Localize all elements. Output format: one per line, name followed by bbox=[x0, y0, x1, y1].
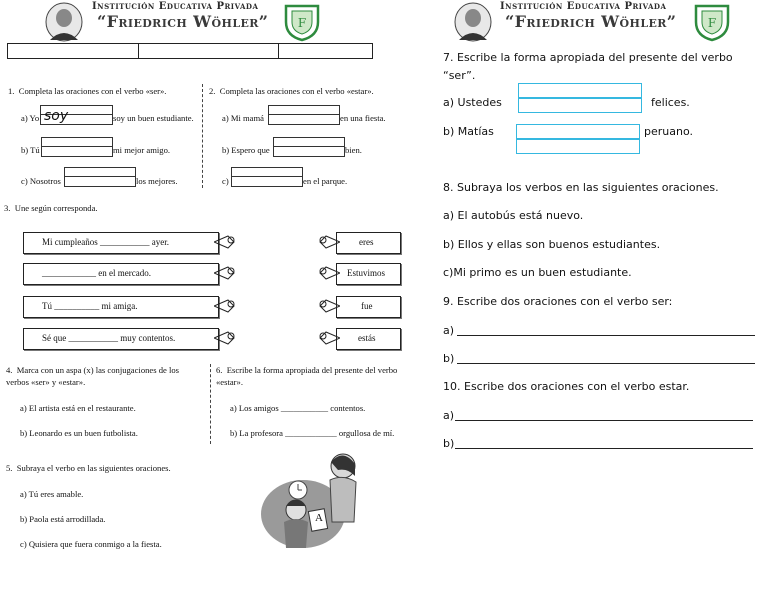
q1-c-suffix: los mejores. bbox=[136, 176, 178, 186]
school-crest-right bbox=[692, 2, 732, 42]
q1-c-prefix: c) Nosotros bbox=[21, 176, 61, 186]
q8-a: a) El autobús está nuevo. bbox=[443, 209, 584, 222]
q2-a-suffix: en una fiesta. bbox=[340, 113, 386, 123]
q7-a-box-bottom[interactable] bbox=[518, 98, 642, 113]
q7-a-prefix: a) Ustedes bbox=[443, 96, 502, 109]
q4-title: 4. Marca con un aspa (x) las conjugaciones de los verbos «ser» y «estar». bbox=[6, 365, 180, 387]
illustration-letter: A bbox=[315, 512, 323, 524]
q1-b-prefix: b) Tú bbox=[21, 145, 40, 155]
q9-b-label: b) bbox=[443, 352, 455, 365]
portrait-left bbox=[44, 2, 84, 42]
q7-title: 7. Escribe la forma apropiada del presente del verbo “ser”. bbox=[443, 51, 733, 82]
q3-right-tag-4[interactable] bbox=[336, 328, 401, 350]
portrait-right bbox=[453, 2, 493, 42]
q9-title: 9. Escribe dos oraciones con el verbo ser: bbox=[443, 295, 673, 308]
q1-c-box[interactable] bbox=[64, 167, 136, 187]
school-name-line2: “Friedrich Wöhler” bbox=[97, 12, 269, 31]
q2-c-box[interactable] bbox=[231, 167, 303, 187]
q4-a: a) El artista está en el restaurante. bbox=[20, 403, 136, 413]
q5-title: 5. Subraya el verbo en las siguientes oraciones. bbox=[6, 463, 171, 473]
q2-c-suffix: en el parque. bbox=[303, 176, 348, 186]
q2-a-prefix: a) Mi mamá bbox=[222, 113, 264, 123]
q1-b-box[interactable] bbox=[41, 137, 113, 157]
q9-b-line[interactable] bbox=[457, 351, 755, 364]
q5-b: b) Paola está arrodillada. bbox=[20, 514, 106, 524]
svg-text:F: F bbox=[707, 16, 717, 30]
q1-a-box[interactable] bbox=[40, 105, 113, 125]
q1-a-suffix: soy un buen estudiante. bbox=[113, 113, 194, 123]
q3-left-tag-3[interactable] bbox=[23, 296, 219, 318]
school-name-line2-right: “Friedrich Wöhler” bbox=[505, 12, 677, 31]
q6-b: b) La profesora ____________ orgullosa de mí. bbox=[230, 428, 395, 438]
q1-b-suffix: mi mejor amigo. bbox=[113, 145, 171, 155]
school-crest-left bbox=[282, 2, 322, 42]
q2-b-suffix: bien. bbox=[345, 145, 362, 155]
q10-title: 10. Escribe dos oraciones con el verbo estar. bbox=[443, 380, 690, 393]
q10-a-line[interactable] bbox=[455, 408, 753, 421]
q9-a-label: a) bbox=[443, 324, 455, 337]
school-name-line1-right: Institución Educativa Privada bbox=[500, 1, 667, 12]
q3-right-text-4: estás bbox=[358, 333, 376, 343]
q8-b: b) Ellos y ellas son buenos estudiantes. bbox=[443, 238, 661, 251]
header-table bbox=[7, 43, 373, 59]
q3-right-tag-2[interactable] bbox=[336, 263, 401, 285]
q3-right-text-2: Estuvimos bbox=[347, 268, 386, 278]
q3-right-tag-1[interactable] bbox=[336, 232, 401, 254]
teacher-student-illustration bbox=[258, 452, 368, 552]
q5-c: c) Quisiera que fuera conmigo a la fiesta. bbox=[20, 539, 162, 549]
q3-left-text-3: Tú __________ mi amiga. bbox=[42, 301, 138, 311]
q7-b-box-top[interactable] bbox=[516, 124, 640, 139]
q3-left-tag-4[interactable] bbox=[23, 328, 219, 350]
q2-a-box[interactable] bbox=[268, 105, 340, 125]
q7-b-box-bottom[interactable] bbox=[516, 139, 640, 154]
q3-right-text-3: fue bbox=[361, 301, 373, 311]
q7-a-box-top[interactable] bbox=[518, 83, 642, 98]
q7-a-suffix: felices. bbox=[651, 96, 690, 109]
q8-c: c)Mi primo es un buen estudiante. bbox=[443, 266, 632, 279]
q3-left-text-1: Mi cumpleaños ___________ ayer. bbox=[42, 237, 169, 247]
q2-b-prefix: b) Espero que bbox=[222, 145, 270, 155]
q2-title: 2. Completa las oraciones con el verbo «estar». bbox=[209, 86, 374, 96]
tag-string-icon bbox=[316, 228, 340, 358]
q8-title: 8. Subraya los verbos en las siguientes oraciones. bbox=[443, 181, 719, 194]
q1-a-answer: soy bbox=[44, 108, 69, 124]
q4-b: b) Leonardo es un buen futbolista. bbox=[20, 428, 138, 438]
school-name-line1: Institución Educativa Privada bbox=[92, 1, 259, 12]
q1-a-prefix: a) Yo bbox=[21, 113, 40, 123]
q10-b-line[interactable] bbox=[455, 436, 753, 449]
q7-b-suffix: peruano. bbox=[644, 125, 693, 138]
q3-left-tag-2[interactable] bbox=[23, 263, 219, 285]
divider-1 bbox=[202, 84, 203, 188]
q10-b-label: b) bbox=[443, 437, 455, 450]
q7-b-prefix: b) Matías bbox=[443, 125, 494, 138]
q6-a: a) Los amigos ___________ contentos. bbox=[230, 403, 366, 413]
tag-string-icon bbox=[214, 228, 238, 358]
q3-left-text-4: Sé que ___________ muy contentos. bbox=[42, 333, 176, 343]
q2-c-prefix: c) bbox=[222, 176, 229, 186]
q3-left-tag-1[interactable] bbox=[23, 232, 219, 254]
q3-left-text-2: ____________ en el mercado. bbox=[42, 268, 151, 278]
q9-a-line[interactable] bbox=[457, 323, 755, 336]
q3-title: 3. Une según corresponda. bbox=[4, 203, 98, 213]
divider-2 bbox=[210, 364, 211, 444]
q6-title: 6. Escribe la forma apropiada del presente del verbo «estar». bbox=[216, 365, 398, 387]
q5-a: a) Tú eres amable. bbox=[20, 489, 84, 499]
q3-right-tag-3[interactable] bbox=[336, 296, 401, 318]
svg-text:F: F bbox=[297, 16, 307, 30]
q1-title: 1. Completa las oraciones con el verbo «ser». bbox=[8, 86, 167, 96]
q3-right-text-1: eres bbox=[359, 237, 374, 247]
q10-a-label: a) bbox=[443, 409, 455, 422]
q2-b-box[interactable] bbox=[273, 137, 345, 157]
